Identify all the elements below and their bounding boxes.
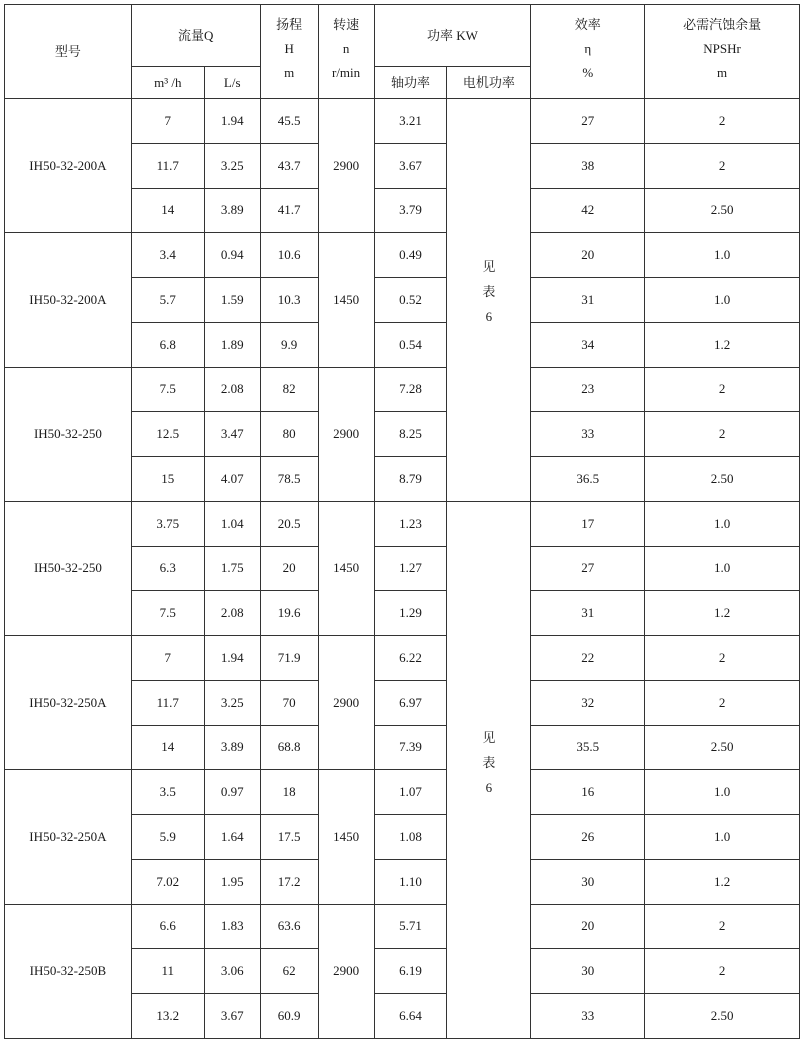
flow-ls-cell: 1.59 — [204, 278, 260, 323]
motor-power-note-char: 6 — [485, 309, 493, 324]
shaft-power-cell: 0.52 — [374, 278, 447, 323]
shaft-power-cell: 8.79 — [374, 457, 447, 502]
motor-power-note — [482, 725, 495, 800]
table-row — [5, 501, 800, 546]
speed-cell: 1450 — [318, 501, 374, 635]
flow-ls-cell: 1.83 — [204, 904, 260, 949]
efficiency-cell: 23 — [531, 367, 645, 412]
header-head: 扬程 H m — [260, 5, 318, 99]
shaft-power-cell: 0.49 — [374, 233, 447, 278]
header-flow: 流量Q — [131, 5, 260, 67]
npshr-cell: 1.2 — [645, 859, 800, 904]
head-cell: 10.6 — [260, 233, 318, 278]
flow-ls-cell: 3.89 — [204, 188, 260, 233]
npshr-cell: 2 — [645, 636, 800, 681]
flow-ls-cell: 0.94 — [204, 233, 260, 278]
shaft-power-cell: 0.54 — [374, 322, 447, 367]
npshr-cell: 1.0 — [645, 546, 800, 591]
npshr-cell: 1.0 — [645, 770, 800, 815]
npshr-cell: 2 — [645, 367, 800, 412]
flow-ls-cell: 3.67 — [204, 994, 260, 1039]
npshr-cell: 2 — [645, 680, 800, 725]
speed-cell: 1450 — [318, 770, 374, 904]
flow-m3h-cell: 6.3 — [131, 546, 204, 591]
table-row — [5, 233, 800, 278]
flow-m3h-cell: 15 — [131, 457, 204, 502]
npshr-cell: 1.0 — [645, 501, 800, 546]
npshr-cell: 2.50 — [645, 457, 800, 502]
model-cell: IH50-32-250A — [5, 770, 132, 904]
head-cell: 43.7 — [260, 143, 318, 188]
npshr-cell: 1.2 — [645, 591, 800, 636]
flow-m3h-cell: 7 — [131, 636, 204, 681]
header-flow-m3h: m³ /h — [131, 67, 204, 99]
npshr-cell: 1.0 — [645, 278, 800, 323]
flow-ls-cell: 0.97 — [204, 770, 260, 815]
efficiency-cell: 26 — [531, 815, 645, 860]
flow-ls-cell: 3.25 — [204, 143, 260, 188]
flow-m3h-cell: 11 — [131, 949, 204, 994]
head-cell: 80 — [260, 412, 318, 457]
flow-ls-cell: 4.07 — [204, 457, 260, 502]
shaft-power-cell: 6.97 — [374, 680, 447, 725]
shaft-power-cell: 1.27 — [374, 546, 447, 591]
npshr-cell: 2.50 — [645, 725, 800, 770]
head-cell: 78.5 — [260, 457, 318, 502]
efficiency-cell: 20 — [531, 904, 645, 949]
motor-power-note-char: 表 — [482, 754, 496, 770]
head-cell: 45.5 — [260, 99, 318, 144]
head-cell: 17.2 — [260, 859, 318, 904]
shaft-power-cell: 1.08 — [374, 815, 447, 860]
flow-m3h-cell: 7.5 — [131, 367, 204, 412]
shaft-power-cell: 5.71 — [374, 904, 447, 949]
shaft-power-cell: 1.10 — [374, 859, 447, 904]
flow-m3h-cell: 3.4 — [131, 233, 204, 278]
head-cell: 20.5 — [260, 501, 318, 546]
efficiency-cell: 20 — [531, 233, 645, 278]
flow-m3h-cell: 7.02 — [131, 859, 204, 904]
flow-m3h-cell: 3.75 — [131, 501, 204, 546]
header-efficiency: 效率 η % — [531, 5, 645, 99]
motor-power-note-char: 见 — [482, 729, 496, 745]
shaft-power-cell: 1.29 — [374, 591, 447, 636]
shaft-power-cell: 6.64 — [374, 994, 447, 1039]
npshr-cell: 2 — [645, 99, 800, 144]
model-cell: IH50-32-200A — [5, 233, 132, 367]
motor-power-note-char: 6 — [485, 779, 493, 795]
table-row — [5, 904, 800, 949]
efficiency-cell: 36.5 — [531, 457, 645, 502]
npshr-cell: 1.0 — [645, 233, 800, 278]
flow-ls-cell: 3.89 — [204, 725, 260, 770]
efficiency-cell: 27 — [531, 99, 645, 144]
header-npshr: 必需汽蚀余量 NPSHr m — [645, 5, 800, 99]
head-cell: 68.8 — [260, 725, 318, 770]
head-cell: 71.9 — [260, 636, 318, 681]
efficiency-cell: 31 — [531, 278, 645, 323]
npshr-cell: 2 — [645, 904, 800, 949]
pump-performance-table — [4, 4, 800, 1039]
head-cell: 63.6 — [260, 904, 318, 949]
head-cell: 60.9 — [260, 994, 318, 1039]
speed-cell: 2900 — [318, 636, 374, 770]
shaft-power-cell: 1.07 — [374, 770, 447, 815]
motor-power-cell — [447, 99, 531, 502]
flow-m3h-cell: 5.9 — [131, 815, 204, 860]
flow-ls-cell: 2.08 — [204, 591, 260, 636]
flow-ls-cell: 3.47 — [204, 412, 260, 457]
flow-ls-cell: 1.89 — [204, 322, 260, 367]
flow-ls-cell: 1.95 — [204, 859, 260, 904]
motor-power-note-char: 见 — [482, 259, 496, 274]
motor-power-cell — [447, 501, 531, 1038]
head-cell: 17.5 — [260, 815, 318, 860]
shaft-power-cell: 1.23 — [374, 501, 447, 546]
table-row — [5, 770, 800, 815]
flow-ls-cell: 3.25 — [204, 680, 260, 725]
shaft-power-cell: 3.67 — [374, 143, 447, 188]
head-cell: 10.3 — [260, 278, 318, 323]
head-cell: 62 — [260, 949, 318, 994]
efficiency-cell: 27 — [531, 546, 645, 591]
header-shaft-power: 轴功率 — [374, 67, 447, 99]
shaft-power-cell: 3.21 — [374, 99, 447, 144]
npshr-cell: 2.50 — [645, 994, 800, 1039]
efficiency-cell: 33 — [531, 412, 645, 457]
efficiency-cell: 33 — [531, 994, 645, 1039]
head-cell: 82 — [260, 367, 318, 412]
flow-m3h-cell: 6.8 — [131, 322, 204, 367]
model-cell: IH50-32-250 — [5, 367, 132, 501]
table-row — [5, 367, 800, 412]
efficiency-cell: 22 — [531, 636, 645, 681]
head-cell: 70 — [260, 680, 318, 725]
head-cell: 9.9 — [260, 322, 318, 367]
flow-ls-cell: 3.06 — [204, 949, 260, 994]
flow-m3h-cell: 12.5 — [131, 412, 204, 457]
flow-m3h-cell: 7.5 — [131, 591, 204, 636]
flow-m3h-cell: 14 — [131, 188, 204, 233]
flow-m3h-cell: 5.7 — [131, 278, 204, 323]
head-cell: 19.6 — [260, 591, 318, 636]
flow-ls-cell: 1.04 — [204, 501, 260, 546]
efficiency-cell: 42 — [531, 188, 645, 233]
speed-cell: 2900 — [318, 904, 374, 1038]
shaft-power-cell: 6.22 — [374, 636, 447, 681]
header-speed: 转速 n r/min — [318, 5, 374, 99]
shaft-power-cell: 3.79 — [374, 188, 447, 233]
flow-m3h-cell: 11.7 — [131, 680, 204, 725]
flow-ls-cell: 1.75 — [204, 546, 260, 591]
model-cell: IH50-32-250B — [5, 904, 132, 1038]
efficiency-cell: 31 — [531, 591, 645, 636]
speed-cell: 2900 — [318, 367, 374, 501]
head-cell: 41.7 — [260, 188, 318, 233]
model-cell: IH50-32-250 — [5, 501, 132, 635]
flow-m3h-cell: 6.6 — [131, 904, 204, 949]
speed-cell: 1450 — [318, 233, 374, 367]
motor-power-note — [482, 254, 495, 329]
header-power: 功率 KW — [374, 5, 531, 67]
efficiency-cell: 17 — [531, 501, 645, 546]
npshr-cell: 1.2 — [645, 322, 800, 367]
flow-m3h-cell: 3.5 — [131, 770, 204, 815]
efficiency-cell: 34 — [531, 322, 645, 367]
table-body — [5, 99, 800, 1039]
header-flow-ls: L/s — [204, 67, 260, 99]
motor-power-note-char: 表 — [482, 284, 496, 299]
shaft-power-cell: 6.19 — [374, 949, 447, 994]
efficiency-cell: 35.5 — [531, 725, 645, 770]
head-cell: 20 — [260, 546, 318, 591]
efficiency-cell: 16 — [531, 770, 645, 815]
flow-m3h-cell: 13.2 — [131, 994, 204, 1039]
flow-ls-cell: 2.08 — [204, 367, 260, 412]
npshr-cell: 1.0 — [645, 815, 800, 860]
efficiency-cell: 30 — [531, 859, 645, 904]
model-cell: IH50-32-200A — [5, 99, 132, 233]
header-motor-power: 电机功率 — [447, 67, 531, 99]
flow-ls-cell: 1.64 — [204, 815, 260, 860]
shaft-power-cell: 7.39 — [374, 725, 447, 770]
npshr-cell: 2.50 — [645, 188, 800, 233]
header-model: 型号 — [5, 5, 132, 99]
shaft-power-cell: 8.25 — [374, 412, 447, 457]
model-cell: IH50-32-250A — [5, 636, 132, 770]
head-cell: 18 — [260, 770, 318, 815]
flow-m3h-cell: 7 — [131, 99, 204, 144]
flow-ls-cell: 1.94 — [204, 99, 260, 144]
npshr-cell: 2 — [645, 143, 800, 188]
npshr-cell: 2 — [645, 949, 800, 994]
flow-m3h-cell: 11.7 — [131, 143, 204, 188]
table-row — [5, 99, 800, 144]
shaft-power-cell: 7.28 — [374, 367, 447, 412]
efficiency-cell: 38 — [531, 143, 645, 188]
efficiency-cell: 30 — [531, 949, 645, 994]
flow-m3h-cell: 14 — [131, 725, 204, 770]
table-row — [5, 636, 800, 681]
flow-ls-cell: 1.94 — [204, 636, 260, 681]
speed-cell: 2900 — [318, 99, 374, 233]
npshr-cell: 2 — [645, 412, 800, 457]
efficiency-cell: 32 — [531, 680, 645, 725]
